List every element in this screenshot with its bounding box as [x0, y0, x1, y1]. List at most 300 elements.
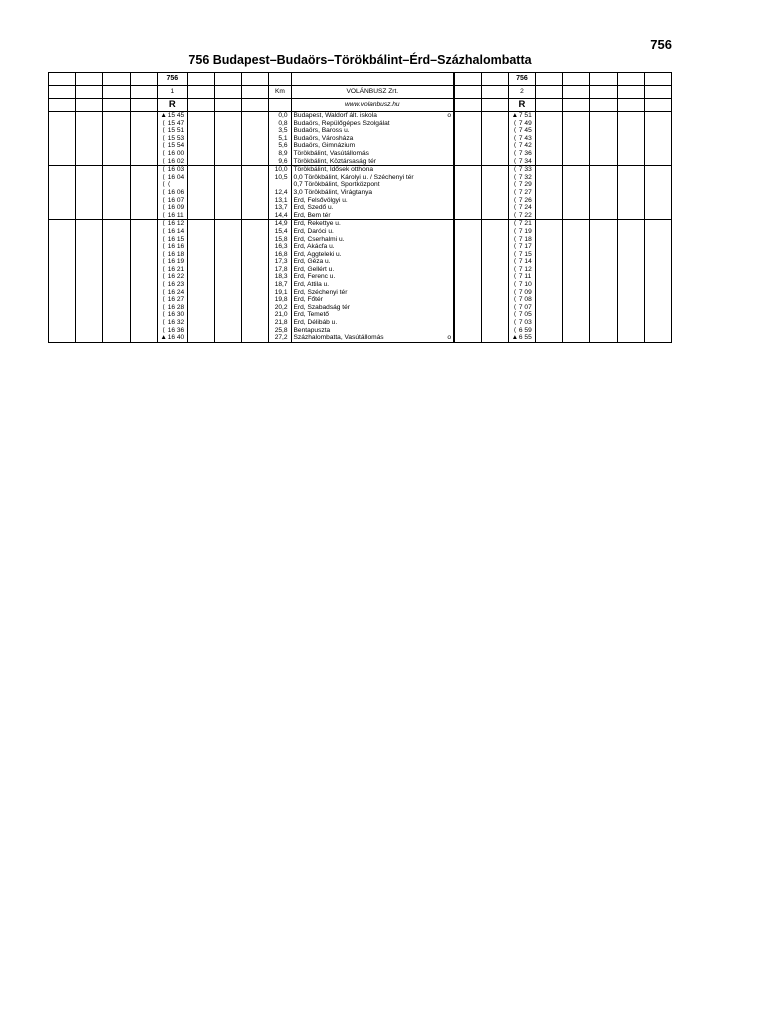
return-value: 7 11: [518, 273, 532, 281]
empty-cell: [590, 327, 617, 335]
empty-cell: [76, 296, 103, 304]
empty-cell: [644, 158, 671, 166]
table-row: [49, 273, 672, 281]
empty-cell: [536, 220, 563, 228]
empty-cell: [617, 212, 644, 220]
km-value: 10,5: [269, 174, 291, 182]
table-row: [49, 251, 672, 259]
empty-cell: [454, 212, 481, 220]
return-value: 7 21: [518, 220, 532, 228]
stop-name: [291, 228, 454, 236]
stop-label: Budaörs, Repülőgépes Szolgálat: [293, 119, 390, 127]
empty-cell: [103, 166, 130, 174]
table-row: [49, 281, 672, 289]
stop-name: [291, 266, 454, 274]
empty-cell: [49, 311, 76, 319]
route-symbol: ⟨: [513, 281, 517, 289]
return-time: [508, 212, 535, 220]
empty-cell: [242, 150, 269, 158]
route-symbol: ⟨: [162, 288, 165, 296]
km-value: 13,1: [269, 197, 291, 205]
departure-value: 16 12: [167, 220, 185, 228]
route-symbol: ⟨: [162, 181, 165, 189]
km-value: 21,8: [269, 319, 291, 327]
route-symbol: ⟨: [513, 166, 517, 174]
empty-cell: [454, 220, 481, 228]
empty-cell: [617, 311, 644, 319]
empty-cell: [644, 204, 671, 212]
empty-cell: [103, 120, 130, 128]
km-value: 3,5: [269, 127, 291, 135]
route-symbol: ⟨: [513, 250, 517, 258]
empty-cell: [563, 304, 590, 312]
empty-cell: [187, 204, 214, 212]
empty-cell: [242, 204, 269, 212]
stop-name: [291, 327, 454, 335]
empty-cell: [617, 189, 644, 197]
route-symbol: ⟨: [162, 235, 165, 243]
km-value: 8,9: [269, 150, 291, 158]
departure-time: [157, 228, 187, 236]
empty-cell: [242, 220, 269, 228]
route-symbol: ⟨: [513, 311, 517, 319]
empty-cell: [536, 135, 563, 143]
return-value: 7 19: [518, 227, 532, 235]
empty-cell: [481, 319, 508, 327]
empty-cell: [481, 251, 508, 259]
empty-cell: [215, 127, 242, 135]
table-row: [49, 327, 672, 335]
empty-cell: [536, 150, 563, 158]
route-symbol: ⟨: [162, 220, 165, 228]
empty-cell: [590, 142, 617, 150]
empty-cell: [590, 228, 617, 236]
table-row: [49, 311, 672, 319]
route-symbol: ▲: [511, 112, 519, 119]
return-value: 7 49: [518, 119, 532, 127]
route-symbol: ⟨: [162, 173, 165, 181]
empty-cell: [215, 251, 242, 259]
stop-name: [291, 150, 454, 158]
return-time: [508, 228, 535, 236]
stop-name: [291, 189, 454, 197]
empty-cell: [454, 281, 481, 289]
empty-cell: [590, 289, 617, 297]
empty-cell: [49, 189, 76, 197]
empty-cell: [481, 120, 508, 128]
empty-cell: [242, 273, 269, 281]
empty-cell: [454, 296, 481, 304]
table-row: [49, 127, 672, 135]
empty-cell: [103, 127, 130, 135]
empty-cell: [617, 197, 644, 205]
route-symbol: ⟨: [162, 157, 165, 165]
empty-cell: [590, 273, 617, 281]
empty-cell: [590, 319, 617, 327]
empty-cell: [49, 296, 76, 304]
empty-cell: [617, 181, 644, 189]
empty-cell: [76, 266, 103, 274]
empty-cell: [644, 135, 671, 143]
empty-cell: [242, 228, 269, 236]
empty-cell: [454, 251, 481, 259]
return-time: [508, 158, 535, 166]
empty-cell: [130, 181, 157, 189]
empty-cell: [617, 127, 644, 135]
header-row-letter: [49, 99, 672, 112]
empty-cell: [454, 289, 481, 297]
empty-cell: [130, 296, 157, 304]
empty-cell: [617, 158, 644, 166]
departure-time: [157, 142, 187, 150]
empty-cell: [76, 251, 103, 259]
timetable: [48, 72, 672, 343]
stop-name: [291, 181, 454, 189]
empty-cell: [242, 189, 269, 197]
empty-cell: [76, 304, 103, 312]
empty-cell: [187, 120, 214, 128]
departure-time: [157, 112, 187, 120]
empty-cell: [454, 181, 481, 189]
empty-cell: [242, 212, 269, 220]
stop-name: [291, 296, 454, 304]
empty-cell: [590, 243, 617, 251]
return-time: [508, 296, 535, 304]
empty-cell: [49, 158, 76, 166]
route-symbol: ⟨: [513, 181, 517, 189]
empty-cell: [215, 311, 242, 319]
operator-website: www.volanbusz.hu: [291, 99, 454, 112]
empty-cell: [49, 127, 76, 135]
empty-cell: [590, 266, 617, 274]
return-value: 7 33: [518, 166, 532, 174]
empty-cell: [49, 266, 76, 274]
empty-cell: [536, 112, 563, 120]
route-symbol: ⟨: [513, 265, 517, 273]
return-value: 7 07: [518, 303, 532, 311]
empty-cell: [481, 197, 508, 205]
route-symbol: ⟨: [513, 220, 517, 228]
empty-cell: [644, 304, 671, 312]
empty-cell: [590, 127, 617, 135]
return-time: [508, 135, 535, 143]
empty-cell: [590, 220, 617, 228]
empty-cell: [130, 135, 157, 143]
table-row: [49, 228, 672, 236]
stop-label: Érd, Főtér: [293, 296, 323, 304]
empty-cell: [49, 228, 76, 236]
empty-cell: [242, 120, 269, 128]
empty-cell: [130, 142, 157, 150]
empty-cell: [103, 304, 130, 312]
empty-cell: [454, 327, 481, 335]
empty-cell: [536, 243, 563, 251]
return-time: [508, 112, 535, 120]
departure-time: [157, 334, 187, 342]
table-row: [49, 243, 672, 251]
empty-cell: [215, 266, 242, 274]
place-name: Budaörs,: [293, 134, 320, 142]
empty-cell: [536, 319, 563, 327]
empty-cell: [563, 258, 590, 266]
place-name: Budapest,: [293, 112, 324, 119]
empty-cell: [242, 251, 269, 259]
trip-number-left: 1: [157, 86, 187, 99]
empty-cell: [187, 158, 214, 166]
terminus-mark: o: [447, 112, 452, 119]
empty-cell: [617, 258, 644, 266]
route-symbol: ⟨: [513, 188, 517, 196]
empty-cell: [617, 334, 644, 342]
stop-label: Budaörs, Baross u.: [293, 127, 350, 135]
km-value: 5,1: [269, 135, 291, 143]
empty-cell: [644, 127, 671, 135]
empty-cell: [563, 212, 590, 220]
empty-cell: [130, 127, 157, 135]
departure-time: [157, 212, 187, 220]
empty-cell: [103, 228, 130, 236]
empty-cell: [187, 135, 214, 143]
empty-cell: [590, 251, 617, 259]
empty-cell: [481, 266, 508, 274]
empty-cell: [103, 112, 130, 120]
km-value: 10,0: [269, 166, 291, 174]
departure-time: [157, 304, 187, 312]
empty-cell: [242, 181, 269, 189]
departure-value: 16 11: [167, 211, 184, 219]
stop-name: [291, 135, 454, 143]
place-name: Érd,: [293, 211, 306, 219]
route-symbol: ▲: [511, 334, 519, 342]
departure-value: 16 06: [167, 188, 185, 196]
empty-cell: [76, 281, 103, 289]
empty-cell: [242, 127, 269, 135]
empty-cell: [76, 236, 103, 244]
km-value: 20,2: [269, 304, 291, 312]
empty-cell: [617, 251, 644, 259]
empty-cell: [103, 150, 130, 158]
empty-cell: [644, 319, 671, 327]
empty-cell: [49, 166, 76, 174]
empty-cell: [76, 181, 103, 189]
return-value: 7 26: [518, 196, 532, 204]
table-row: [49, 212, 672, 220]
empty-cell: [590, 120, 617, 128]
empty-cell: [242, 158, 269, 166]
departure-time: [157, 311, 187, 319]
empty-cell: [103, 334, 130, 342]
stop-label: Érd, Délibáb u.: [293, 319, 338, 327]
departure-time: [157, 243, 187, 251]
empty-cell: [76, 243, 103, 251]
empty-cell: [617, 327, 644, 335]
empty-cell: [454, 228, 481, 236]
stop-name: [291, 243, 454, 251]
empty-cell: [644, 220, 671, 228]
route-symbol: ⟨: [513, 157, 517, 165]
empty-cell: [563, 281, 590, 289]
empty-cell: [454, 266, 481, 274]
stop-label: Törökbálint, Vasútállomás: [293, 149, 369, 157]
km-value: 18,3: [269, 273, 291, 281]
stop-label: Vasútállomás: [342, 334, 384, 342]
empty-cell: [644, 174, 671, 182]
empty-cell: [481, 304, 508, 312]
empty-cell: [187, 174, 214, 182]
stop-label: Érd, Attila u.: [293, 281, 330, 289]
empty-cell: [563, 273, 590, 281]
return-value: 7 10: [518, 281, 532, 289]
departure-value: 16 15: [167, 235, 185, 243]
empty-cell: [187, 189, 214, 197]
empty-cell: [536, 281, 563, 289]
empty-cell: [103, 204, 130, 212]
empty-cell: [454, 258, 481, 266]
empty-cell: [215, 135, 242, 143]
empty-cell: [187, 197, 214, 205]
empty-cell: [454, 120, 481, 128]
empty-cell: [644, 251, 671, 259]
return-value: 7 36: [518, 149, 532, 157]
empty-cell: [563, 204, 590, 212]
empty-cell: [49, 251, 76, 259]
empty-cell: [644, 281, 671, 289]
empty-cell: [76, 158, 103, 166]
departure-value: 16 19: [167, 258, 185, 266]
empty-cell: [563, 174, 590, 182]
km-value: 15,8: [269, 236, 291, 244]
departure-value: 16 40: [167, 334, 185, 342]
empty-cell: [481, 181, 508, 189]
return-value: 7 34: [518, 157, 532, 165]
empty-cell: [187, 243, 214, 251]
return-time: [508, 304, 535, 312]
empty-cell: [242, 334, 269, 342]
empty-cell: [563, 189, 590, 197]
empty-cell: [130, 327, 157, 335]
empty-cell: [617, 281, 644, 289]
return-time: [508, 197, 535, 205]
table-row: [49, 220, 672, 228]
return-time: [508, 120, 535, 128]
empty-cell: [130, 228, 157, 236]
empty-cell: [49, 236, 76, 244]
km-value: 16,8: [269, 251, 291, 259]
empty-cell: [590, 197, 617, 205]
empty-cell: [187, 150, 214, 158]
empty-cell: [76, 273, 103, 281]
departure-time: [157, 135, 187, 143]
empty-cell: [242, 166, 269, 174]
empty-cell: [76, 120, 103, 128]
empty-cell: [563, 197, 590, 205]
empty-cell: [644, 296, 671, 304]
empty-cell: [536, 127, 563, 135]
stop-label: Bentapuszta: [293, 326, 331, 334]
empty-cell: [481, 189, 508, 197]
empty-cell: [215, 243, 242, 251]
km-value: 0,0: [269, 112, 291, 120]
stop-label: Waldorf ált. iskola: [323, 112, 377, 119]
return-value: 7 14: [518, 258, 532, 266]
empty-cell: [481, 204, 508, 212]
return-value: 7 05: [518, 311, 532, 319]
empty-cell: [103, 281, 130, 289]
stop-name: [291, 289, 454, 297]
route-symbol: ⟨: [162, 273, 165, 281]
empty-cell: [103, 258, 130, 266]
empty-cell: [563, 266, 590, 274]
empty-cell: [187, 127, 214, 135]
empty-cell: [590, 236, 617, 244]
return-time: [508, 266, 535, 274]
route-symbol: ⟨: [513, 119, 517, 127]
route-symbol: ⟨: [513, 127, 517, 135]
route-symbol: ⟨: [162, 326, 165, 334]
table-row: [49, 174, 672, 182]
empty-cell: [130, 212, 157, 220]
empty-cell: [563, 334, 590, 342]
empty-cell: [76, 289, 103, 297]
route-symbol: ⟨: [513, 326, 517, 334]
return-time: [508, 220, 535, 228]
empty-cell: [130, 266, 157, 274]
empty-cell: [76, 258, 103, 266]
empty-cell: [76, 311, 103, 319]
table-row: [49, 204, 672, 212]
departure-time: [157, 181, 187, 189]
empty-cell: [242, 311, 269, 319]
empty-cell: [187, 319, 214, 327]
empty-cell: [242, 327, 269, 335]
return-time: [508, 327, 535, 335]
route-symbol: ⟨: [162, 258, 165, 266]
route-symbol: ▲: [160, 112, 167, 119]
empty-cell: [563, 319, 590, 327]
empty-cell: [481, 112, 508, 120]
empty-cell: [590, 334, 617, 342]
empty-cell: [563, 181, 590, 189]
header-row-trip: [49, 86, 672, 99]
empty-cell: [187, 289, 214, 297]
empty-cell: [242, 281, 269, 289]
km-value: 21,0: [269, 311, 291, 319]
route-symbol: ⟨: [162, 319, 165, 327]
departure-time: [157, 158, 187, 166]
empty-cell: [49, 334, 76, 342]
stop-label: Budaörs, Gimnázium: [293, 142, 356, 150]
empty-cell: [536, 142, 563, 150]
empty-cell: [481, 228, 508, 236]
route-symbol: ⟨: [162, 204, 165, 212]
return-time: [508, 334, 535, 342]
empty-cell: [130, 166, 157, 174]
empty-cell: [454, 243, 481, 251]
departure-time: [157, 189, 187, 197]
empty-cell: [130, 289, 157, 297]
departure-time: [157, 258, 187, 266]
empty-cell: [242, 296, 269, 304]
empty-cell: [76, 212, 103, 220]
empty-cell: [187, 181, 214, 189]
stop-label: Érd, Ferenc u.: [293, 273, 336, 281]
route-symbol: ⟨: [162, 166, 165, 174]
route-symbol: ⟨: [513, 227, 517, 235]
empty-cell: [187, 258, 214, 266]
departure-time: [157, 220, 187, 228]
departure-value: 16 03: [167, 166, 185, 174]
empty-cell: [49, 243, 76, 251]
